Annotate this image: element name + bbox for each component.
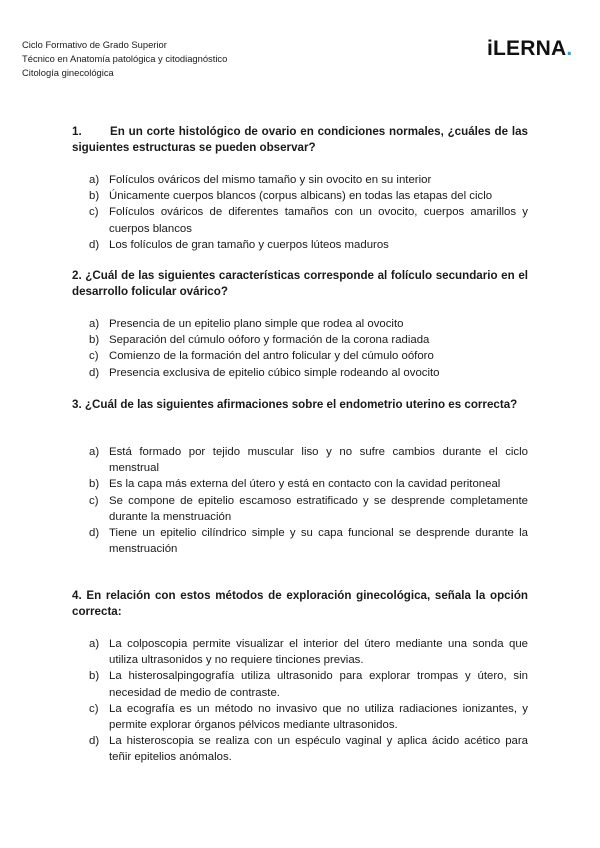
option-c xyxy=(89,493,528,525)
option-d xyxy=(89,237,528,253)
option-c xyxy=(89,701,528,733)
options-3 xyxy=(89,444,528,557)
option-letter: b) xyxy=(89,670,100,683)
option-letter: b) xyxy=(89,478,100,491)
option-letter: a) xyxy=(89,174,100,186)
logo-dot: . xyxy=(566,37,573,60)
option-text: Comienzo de la formación del antro folicular y del cúmulo oóforo xyxy=(109,350,434,363)
option-text: La histeroscopia se realiza con un espéculo vaginal y aplica ácido acético para teñir epitelios anómalos. xyxy=(109,735,528,764)
option-c xyxy=(89,204,528,236)
option-letter: d) xyxy=(89,527,100,540)
header-course: Ciclo Formativo de Grado Superior xyxy=(22,39,167,50)
option-letter: d) xyxy=(89,238,100,251)
header-subject: Citología ginecológica xyxy=(22,67,114,79)
option-letter: d) xyxy=(89,366,100,379)
option-letter: c) xyxy=(89,702,99,715)
question-4 xyxy=(72,588,528,621)
option-text: Separación del cúmulo oóforo y formación de la corona radiada xyxy=(109,334,430,347)
option-d xyxy=(89,365,528,381)
header-degree: Técnico en Anatomía patológica y citodiagnóstico xyxy=(22,53,228,65)
question-number: 3. xyxy=(72,398,82,411)
question-number: 2. xyxy=(72,269,82,282)
option-letter: a) xyxy=(89,446,100,458)
option-text: La colposcopia permite visualizar el interior del útero mediante una sonda que utiliza ultrasonidos y no requiere tinciones previas. xyxy=(109,638,528,667)
option-text: Está formado por tejido muscular liso y no sufre cambios durante el ciclo menstrual xyxy=(109,446,528,475)
option-text: Únicamente cuerpos blancos (corpus albicans) en todas las etapas del ciclo xyxy=(109,190,493,203)
document-header xyxy=(22,38,227,81)
question-number: 4. xyxy=(72,589,82,602)
question-text: En relación con estos métodos de exploración ginecológica, señala la opción correcta: xyxy=(72,589,528,619)
option-text: La ecografía es un método no invasivo que no utiliza radiaciones ionizantes, y permite explorar órganos pélvicos mediante ultrasonidos. xyxy=(109,702,528,732)
logo-text: iLERNA xyxy=(487,37,567,60)
options-2 xyxy=(89,316,528,381)
option-letter: c) xyxy=(89,206,99,219)
question-text: ¿Cuál de las siguientes afirmaciones sobre el endometrio uterino es correcta? xyxy=(84,398,518,411)
option-a xyxy=(89,444,528,476)
option-text: Los folículos de gran tamaño y cuerpos lúteos maduros xyxy=(109,238,389,251)
option-letter: c) xyxy=(89,350,99,363)
option-c xyxy=(89,348,528,364)
ilerna-logo xyxy=(487,37,572,63)
option-letter: a) xyxy=(89,638,100,650)
option-letter: c) xyxy=(89,494,99,507)
option-b xyxy=(89,188,528,204)
question-1 xyxy=(72,124,528,157)
question-2 xyxy=(72,268,528,301)
question-text: En un corte histológico de ovario en condiciones normales, ¿cuáles de las siguientes estructuras se pueden observar? xyxy=(72,125,528,155)
question-3 xyxy=(72,397,528,413)
option-text: Folículos ováricos de diferentes tamaños con un ovocito, cuerpos amarillos y cuerpos blancos xyxy=(109,206,528,235)
option-text: Presencia de un epitelio plano simple que rodea al ovocito xyxy=(109,318,404,330)
option-letter: d) xyxy=(89,735,100,748)
option-a xyxy=(89,316,528,332)
option-b xyxy=(89,476,528,492)
options-1 xyxy=(89,172,528,253)
option-a xyxy=(89,172,528,188)
option-text: Presencia exclusiva de epitelio cúbico simple rodeando al ovocito xyxy=(109,366,440,379)
option-text: Es la capa más externa del útero y está en contacto con la cavidad peritoneal xyxy=(109,478,501,491)
option-letter: b) xyxy=(89,334,100,347)
question-text: ¿Cuál de las siguientes características corresponde al folículo secundario en el desarrollo folicular ovárico? xyxy=(72,269,528,299)
question-number: 1. xyxy=(72,125,82,138)
option-d xyxy=(89,525,528,557)
option-a xyxy=(89,636,528,668)
option-text: Se compone de epitelio escamoso estratificado y se desprende completamente durante la menstruación xyxy=(109,494,528,523)
option-b xyxy=(89,668,528,700)
option-letter: b) xyxy=(89,190,100,203)
option-text: Folículos ováricos del mismo tamaño y sin ovocito en su interior xyxy=(109,174,432,186)
option-text: La histerosalpingografía utiliza ultrasonido para explorar trompas y útero, sin necesidad de medio de contraste. xyxy=(109,670,528,699)
option-text: Tiene un epitelio cilíndrico simple y su capa funcional se desprende durante la menstruación xyxy=(109,527,528,556)
options-4 xyxy=(89,636,528,766)
option-letter: a) xyxy=(89,318,100,330)
option-d xyxy=(89,733,528,765)
option-b xyxy=(89,332,528,348)
